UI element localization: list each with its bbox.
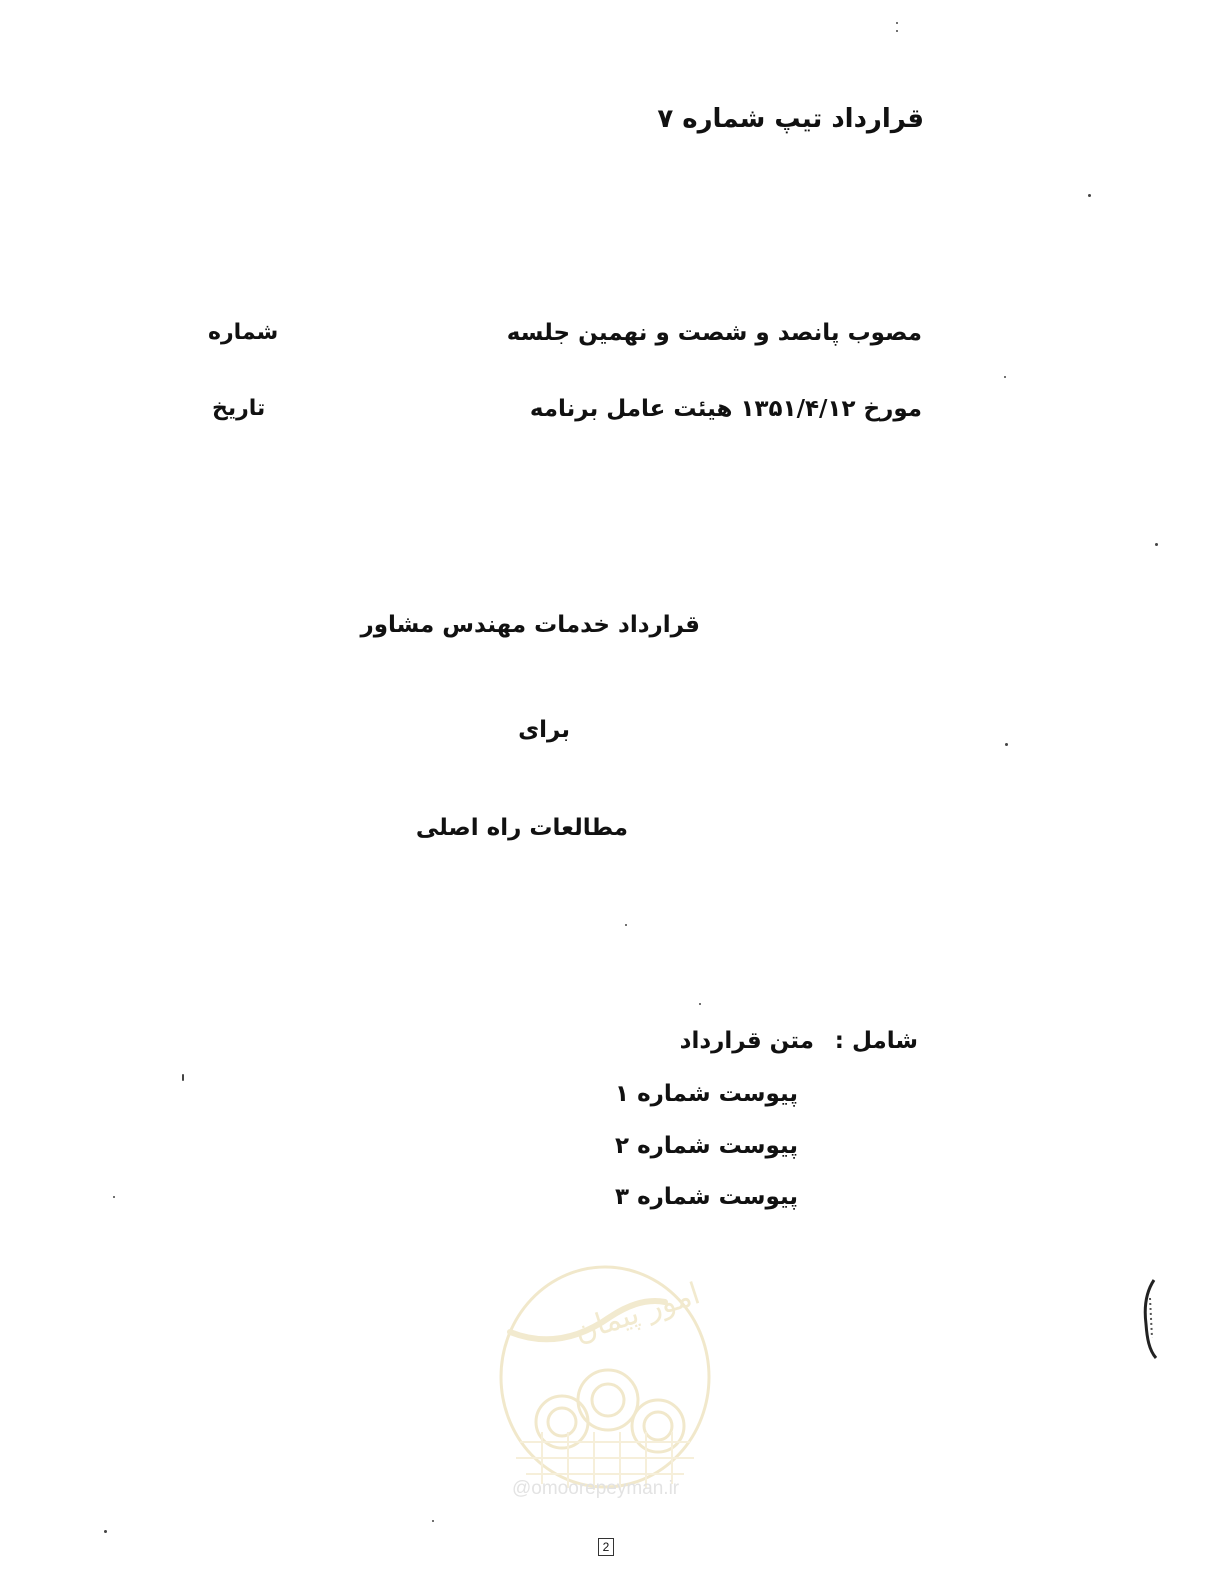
scan-speck [432,1520,434,1522]
scan-speck [625,924,627,926]
number-label: شماره [208,320,279,345]
includes-label: شامل : [834,1028,918,1054]
approval-session-text: مصوب پانصد و شصت و نهمین جلسه [506,320,922,346]
scan-speck [1155,543,1158,546]
page-number: 2 [598,1538,614,1556]
watermark-logo-text: امور پیمان [569,1276,705,1350]
contents-item-annex-1: پیوست شماره ۱ [615,1081,798,1107]
scan-speck [896,30,898,32]
scan-speck [1088,194,1091,197]
subject-title: مطالعات راه اصلی [415,815,628,841]
for-label: برای [518,717,570,743]
contract-title: قرارداد خدمات مهندس مشاور [360,612,700,638]
watermark-caption: @omoorepeyman.ir [512,1478,680,1499]
contents-item-annex-2: پیوست شماره ۲ [615,1133,798,1159]
watermark-logo [490,1262,720,1502]
scan-speck [1005,743,1008,746]
approval-date-text: مورخ ۱۳۵۱/۴/۱۲ هیئت عامل برنامه [529,396,922,422]
contents-item-contract-text: متن قرارداد [679,1028,814,1054]
scan-speck [699,1003,701,1005]
scan-edge-mark [1140,1278,1160,1360]
document-type-heading: قرارداد تیپ شماره ۷ [657,104,924,134]
scan-speck [896,22,898,24]
scan-speck [1004,376,1006,378]
scan-speck [104,1530,107,1533]
contents-item-annex-3: پیوست شماره ۳ [615,1184,798,1210]
date-label: تاریخ [212,396,266,421]
scan-speck [113,1196,115,1198]
scan-speck [182,1074,184,1081]
